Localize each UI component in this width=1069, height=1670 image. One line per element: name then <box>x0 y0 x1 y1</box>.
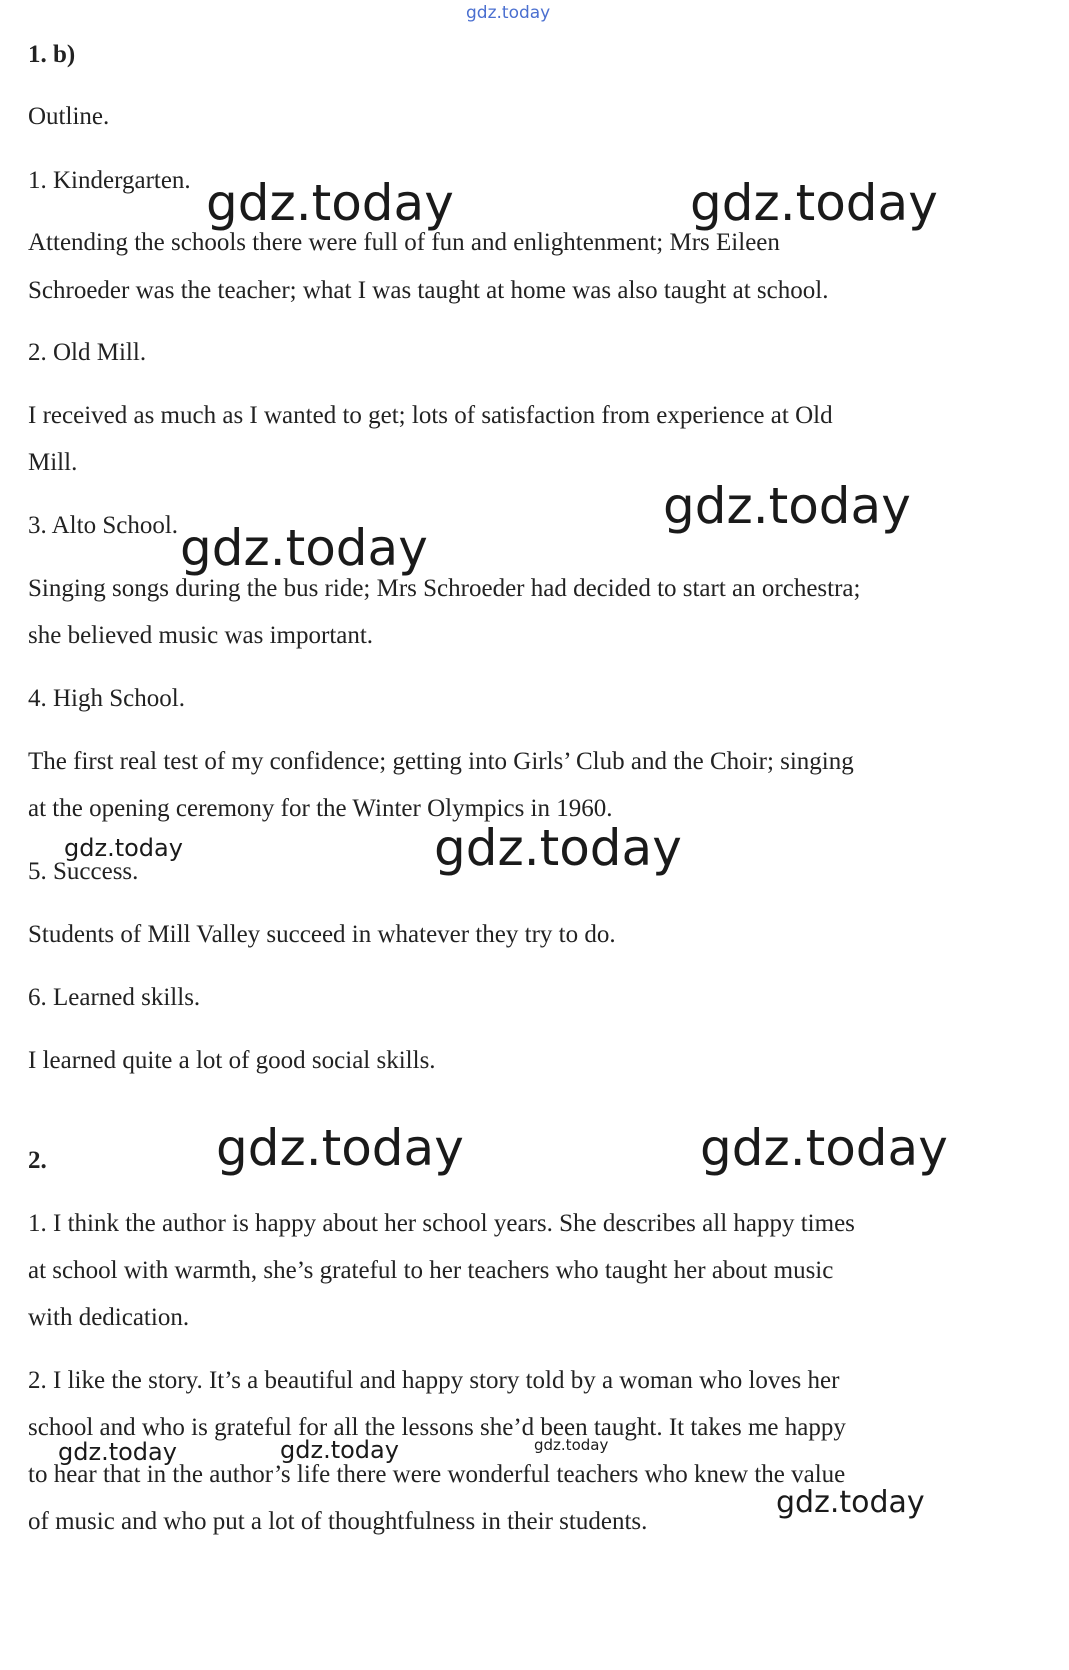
outline-item-3-title: 3. Alto School. <box>28 512 179 539</box>
outline-item-4-title: 4. High School. <box>28 685 185 712</box>
outline-item-6-title: 6. Learned skills. <box>28 984 201 1011</box>
watermark-small: gdz.today <box>64 834 183 862</box>
answer-2-line-3: to hear that in the author’s life there were wonderful teachers who knew the value <box>28 1461 846 1488</box>
watermark: gdz.today <box>216 1119 464 1177</box>
outline-item-5-line-1: Students of Mill Valley succeed in whatever they try to do. <box>28 921 616 948</box>
outline-item-2-line-2: Mill. <box>28 449 78 476</box>
answer-1-line-3: with dedication. <box>28 1304 190 1331</box>
watermark-small: gdz.today <box>776 1485 925 1520</box>
outline-item-1-title: 1. Kindergarten. <box>28 167 191 194</box>
section-2-heading: 2. <box>28 1147 47 1174</box>
watermark-tiny: gdz.today <box>534 1436 609 1454</box>
answer-2-line-2: school and who is grateful for all the lessons she’d been taught. It takes me happy <box>28 1414 846 1441</box>
outline-item-3-line-2: she believed music was important. <box>28 622 374 649</box>
outline-item-3-line-1: Singing songs during the bus ride; Mrs Schroeder had decided to start an orchestra; <box>28 575 861 602</box>
outline-item-1-line-2: Schroeder was the teacher; what I was taught at home was also taught at school. <box>28 277 829 304</box>
answer-1-line-2: at school with warmth, she’s grateful to her teachers who taught her about music <box>28 1257 834 1284</box>
outline-item-2-line-1: I received as much as I wanted to get; lots of satisfaction from experience at Old <box>28 402 833 429</box>
answer-1-line-1: 1. I think the author is happy about her school years. She describes all happy times <box>28 1210 855 1237</box>
outline-item-2-title: 2. Old Mill. <box>28 339 147 366</box>
watermark: gdz.today <box>434 819 682 877</box>
outline-item-6-line-1: I learned quite a lot of good social skills. <box>28 1047 436 1074</box>
outline-item-4-line-2: at the opening ceremony for the Winter Olympics in 1960. <box>28 795 613 822</box>
watermark: gdz.today <box>700 1119 948 1177</box>
watermark-small: gdz.today <box>280 1436 399 1464</box>
outline-item-5-title: 5. Success. <box>28 858 139 885</box>
outline-item-1-line-1: Attending the schools there were full of fun and enlightenment; Mrs Eileen <box>28 229 780 256</box>
section-1-heading: 1. b) <box>28 41 76 68</box>
watermark: gdz.today <box>206 174 454 232</box>
watermark-small: gdz.today <box>58 1438 177 1466</box>
watermark: gdz.today <box>690 174 938 232</box>
outline-item-4-line-1: The first real test of my confidence; getting into Girls’ Club and the Choir; singing <box>28 748 854 775</box>
watermark: gdz.today <box>663 477 911 535</box>
watermark: gdz.today <box>180 519 428 577</box>
outline-label: Outline. <box>28 103 110 130</box>
answer-2-line-1: 2. I like the story. It’s a beautiful and happy story told by a woman who loves her <box>28 1367 840 1394</box>
answer-2-line-4: of music and who put a lot of thoughtfulness in their students. <box>28 1508 648 1535</box>
header-watermark: gdz.today <box>466 3 551 23</box>
